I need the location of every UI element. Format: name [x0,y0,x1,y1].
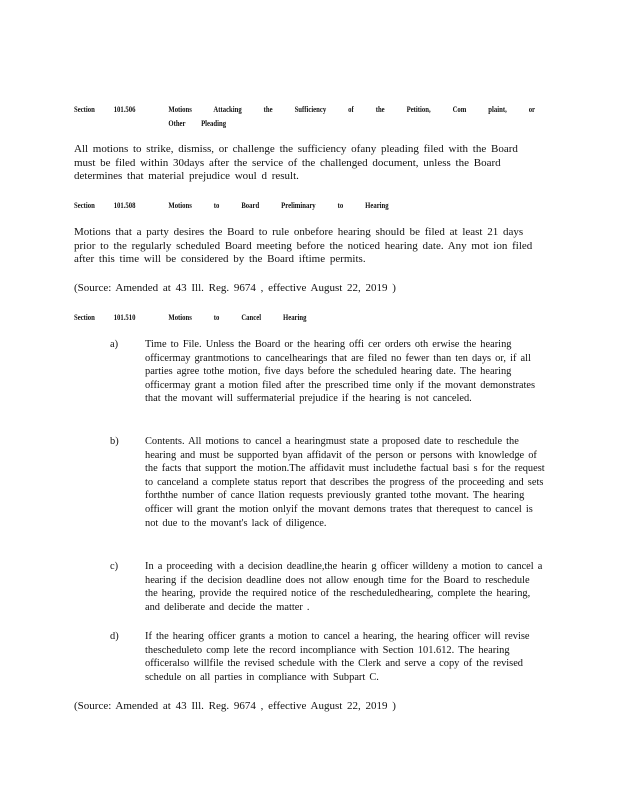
list-item-text: Time to File. Unless the Board or the hearing offi cer orders oth erwise the hearing officermay grantmotions to cancelhearings that are filed no fewer than ten days or, if all parties agree tothe motion, five days before the scheduled hearing date. The hearing officermay grant a motion filed after the prescribed time only if the movant demonstrates that the movant will suffermaterial prejudice if the hearing is not canceled. [145,339,536,405]
list-item-label: d) [110,631,119,642]
section-heading-101-508 [74,198,389,212]
section-number: 101.510 [113,312,136,322]
list-item-label: c) [110,561,119,572]
section-heading-101-506 [74,102,574,130]
list-item-label: b) [110,436,119,447]
section-title-line1: Motions Attacking the Sufficiency of the Petition, Com plaint, or [168,104,536,114]
list-item-label: a) [110,339,119,350]
list-item-text: In a proceeding with a decision deadline,the hearin g officer willdeny a motion to cancel a hearing if the decision deadline does not allow enough time for the Board to reschedule the hearing, provide the required notice of the rescheduledhearing, complete the hearing, and deliberate and decide the matter . [145,561,543,613]
section-title-line2: Other Pleading [168,118,227,128]
source-note-101-510: (Source: Amended at 43 Ill. Reg. 9674 , effective August 22, 2019 ) [74,700,396,712]
section-title [168,102,574,130]
section-title: Motions to Board Preliminary to Hearing [168,200,389,210]
section-body-101-508: Motions that a party desires the Board to rule onbefore hearing should be filed at least 21 days prior to the regularly scheduled Board meeting before the noticed hearing date. Any mot ion filed after this time will be considered by the Board iftime permits. [74,226,533,266]
section-body-101-506: All motions to strike, dismiss, or challenge the sufficiency ofany pleading filed with the Board must be filed within 30days after the service of the challenged document, unless the Board determines that material prejudice woul d result. [74,143,518,183]
list-item-text: Contents. All motions to cancel a hearingmust state a proposed date to reschedule the hearing and must be supported byan affidavit of the person or persons with knowledge of the facts that support the motion.The affidavit must includethe factual basi s for the request to canceland a complete status report that describes the progress of the proceeding and sets forththe number of cance llation requests previously granted tothe movant. The hearing officer will grant the motion onlyif the movant demons trates that therequest to cancel is not due to the movant's lack of diligence. [145,436,545,529]
section-word: Section [74,312,95,322]
section-word: Section [74,104,95,114]
source-note-101-508: (Source: Amended at 43 Ill. Reg. 9674 , effective August 22, 2019 ) [74,282,396,294]
section-number: 101.506 [113,104,136,114]
section-word: Section [74,200,95,210]
section-heading-101-510 [74,310,306,324]
list-item-text: If the hearing officer grants a motion to cancel a hearing, the hearing officer will revise thescheduleto comp lete the record incompliance with Section 101.612. The hearing officeralso willfile the revised schedule with the Clerk and serve a copy of the revised schedule on all parties in compliance with Subpart C. [145,631,530,683]
section-title: Motions to Cancel Hearing [168,312,307,322]
section-number: 101.508 [113,200,136,210]
